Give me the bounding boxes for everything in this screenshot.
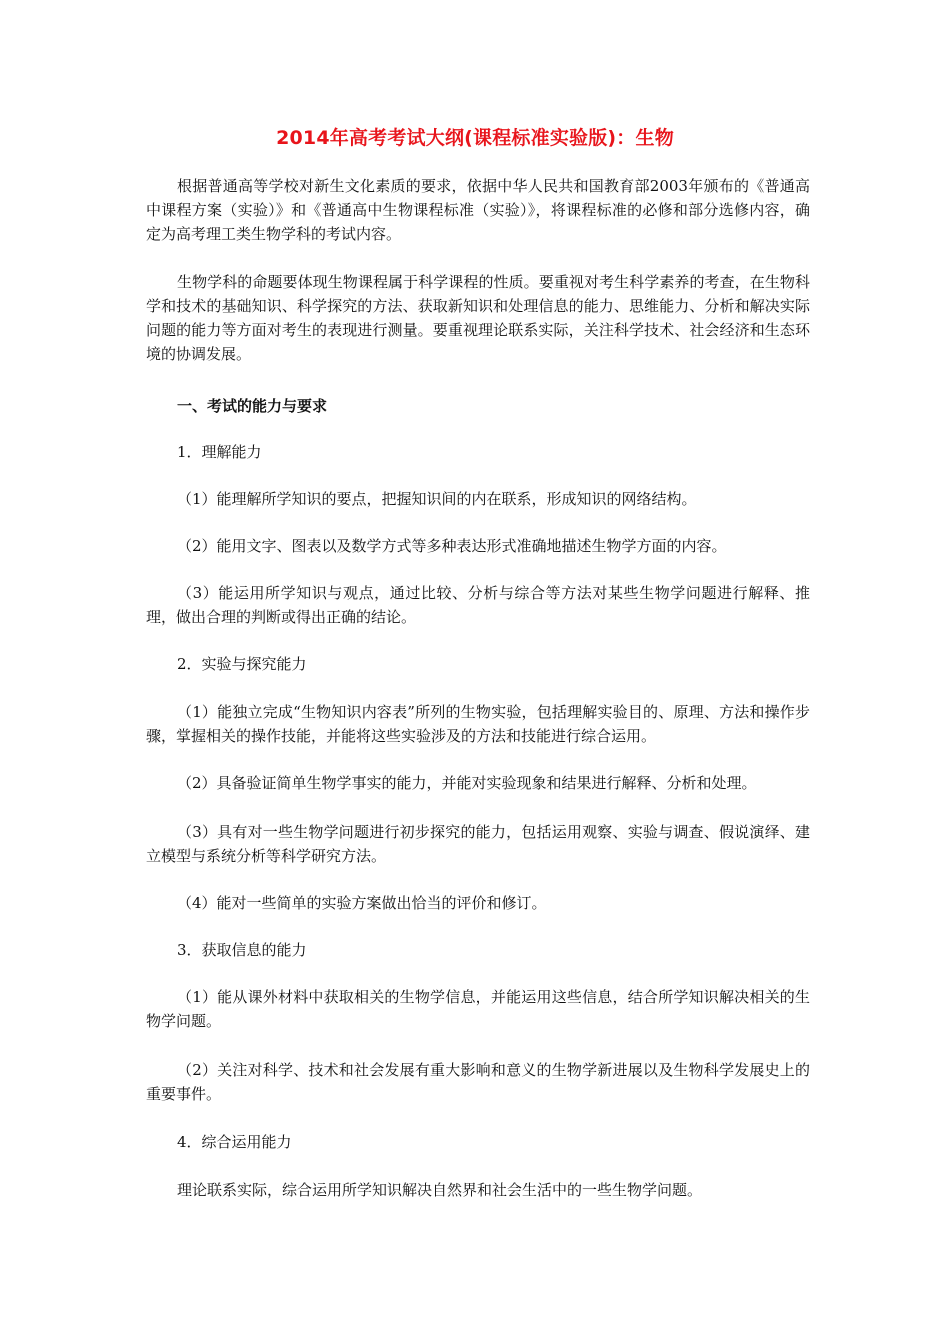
item-heading-4: 4．综合运用能力 [177, 1133, 292, 1151]
section-heading: 一、考试的能力与要求 [177, 397, 328, 415]
item-2-4: （4）能对一些简单的实验方案做出恰当的评价和修订。 [177, 894, 547, 912]
item-3-2: （2）关注对科学、技术和社会发展有重大影响和意义的生物学新进展以及生物科学发展史上的重要事件。 [146, 1061, 810, 1103]
document-title: 2014年高考考试大纲(课程标准实验版)：生物 [276, 127, 674, 149]
item-heading-3: 3．获取信息的能力 [177, 941, 307, 959]
item-2-2: （2）具备验证简单生物学事实的能力，并能对实验现象和结果进行解释、分析和处理。 [177, 774, 757, 792]
item-heading-2: 2．实验与探究能力 [177, 655, 307, 673]
item-4-1: 理论联系实际，综合运用所学知识解决自然界和社会生活中的一些生物学问题。 [177, 1181, 703, 1199]
item-3-1: （1）能从课外材料中获取相关的生物学信息，并能运用这些信息，结合所学知识解决相关的生物学问题。 [146, 988, 810, 1030]
paragraph-intro-1: 根据普通高等学校对新生文化素质的要求，依据中华人民共和国教育部2003年颁布的《普通高中课程方案（实验）》和《普通高中生物课程标准（实验）》，将课程标准的必修和部分选修内容，确定为高考理工类生物学科的考试内容。 [146, 177, 810, 243]
paragraph-intro-2: 生物学科的命题要体现生物课程属于科学课程的性质。要重视对考生科学素养的考查，在生物科学和技术的基础知识、科学探究的方法、获取新知识和处理信息的能力、思维能力、分析和解决实际问题的能力等方面对考生的表现进行测量。要重视理论联系实际，关注科学技术、社会经济和生态环境的协调发展。 [146, 273, 810, 363]
item-heading-1: 1．理解能力 [177, 443, 262, 461]
item-1-2: （2）能用文字、图表以及数学方式等多种表达形式准确地描述生物学方面的内容。 [177, 537, 727, 555]
item-2-3: （3）具有对一些生物学问题进行初步探究的能力，包括运用观察、实验与调查、假说演绎、建立模型与系统分析等科学研究方法。 [146, 823, 810, 865]
item-1-1: （1）能理解所学知识的要点，把握知识间的内在联系，形成知识的网络结构。 [177, 490, 697, 508]
item-2-1: （1）能独立完成“生物知识内容表”所列的生物实验，包括理解实验目的、原理、方法和操作步骤，掌握相关的操作技能，并能将这些实验涉及的方法和技能进行综合运用。 [146, 703, 810, 745]
item-1-3: （3）能运用所学知识与观点，通过比较、分析与综合等方法对某些生物学问题进行解释、推理，做出合理的判断或得出正确的结论。 [146, 584, 810, 626]
